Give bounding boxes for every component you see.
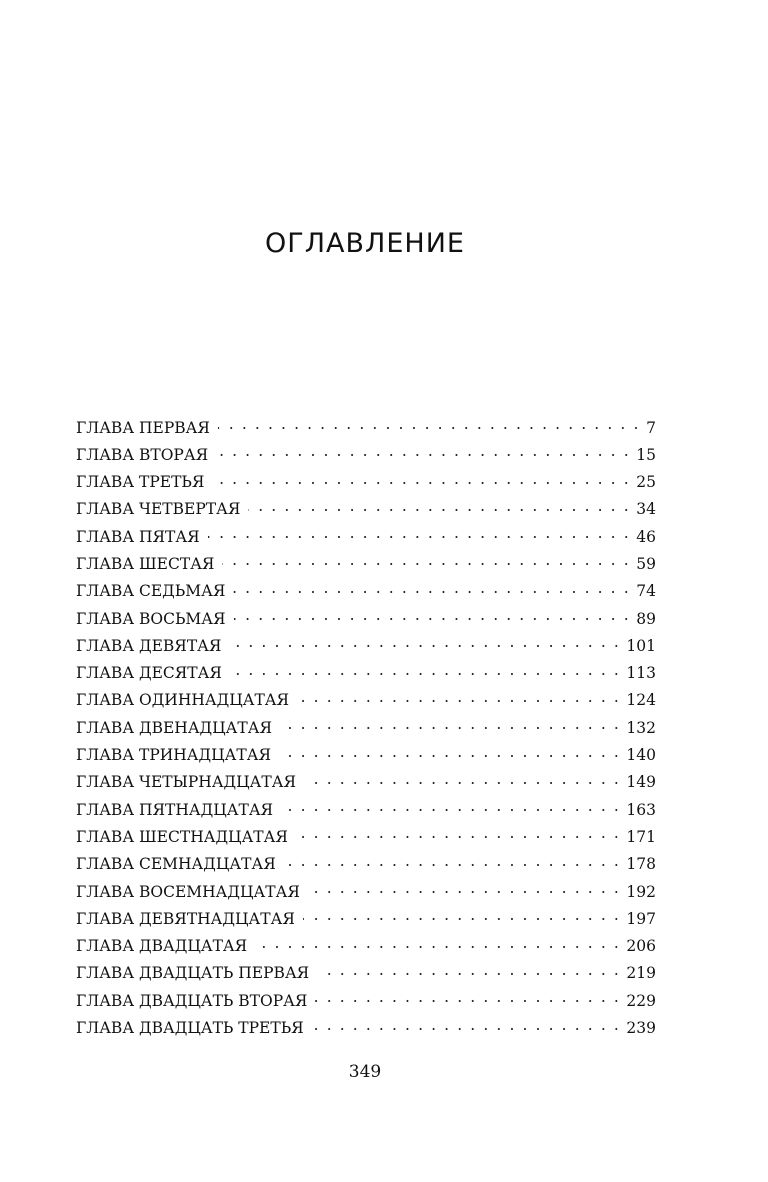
dot-leader [229,635,620,651]
toc-entry-label: ГЛАВА ВОСЬМАЯ [76,609,226,628]
toc-entry [76,963,656,990]
dot-leader [255,936,620,952]
toc-entry-label: ГЛАВА ТРЕТЬЯ [76,473,205,492]
dot-leader [218,417,640,433]
toc-entry-page-number: 197 [626,909,656,928]
toc-entry [76,745,656,772]
dot-leader [234,608,631,624]
toc-entry-page-number: 163 [626,800,656,819]
dot-leader [279,745,620,761]
dot-leader [248,499,630,515]
toc-entry-label: ГЛАВА ШЕСТНАДЦАТАЯ [76,827,288,846]
toc-entry [76,526,656,553]
dot-leader [212,472,630,488]
toc-entry [76,553,656,580]
toc-entry-page-number: 192 [626,882,656,901]
toc-entry [76,990,656,1017]
toc-entry-page-number: 239 [626,1019,656,1038]
toc-entry-label: ГЛАВА ПЯТАЯ [76,527,200,546]
page-number: 349 [348,1062,382,1082]
toc-entry [76,772,656,799]
dot-leader [297,690,620,706]
toc-entry [76,854,656,881]
dot-leader [315,990,620,1006]
toc-entry-label: ГЛАВА ПЯТНАДЦАТАЯ [76,800,274,819]
toc-entry-label: ГЛАВА ДВАДЦАТЬ ТРЕТЬЯ [76,1019,304,1038]
dot-leader [304,772,620,788]
dot-leader [317,963,620,979]
toc-entry-label: ГЛАВА ОДИННАДЦАТАЯ [76,691,290,710]
toc-entry [76,499,656,526]
toc-entry-page-number: 101 [626,636,656,655]
toc-entry [76,799,656,826]
toc-entry-page-number: 171 [626,827,656,846]
toc-entry-label: ГЛАВА ВОСЕМНАДЦАТАЯ [76,882,300,901]
table-of-contents [76,417,656,1045]
toc-entry-page-number: 219 [626,964,656,983]
toc-entry-label: ГЛАВА ДВАДЦАТАЯ [76,937,248,956]
toc-entry [76,936,656,963]
dot-leader [308,881,621,897]
toc-entry-page-number: 15 [636,445,656,464]
toc-entry-page-number: 89 [636,609,656,628]
page-title: ОГЛАВЛЕНИЕ [265,228,465,259]
toc-entry [76,1018,656,1045]
toc-entry [76,417,656,444]
toc-entry-page-number: 7 [646,418,656,437]
toc-entry-page-number: 113 [626,664,656,683]
toc-entry [76,663,656,690]
toc-entry [76,472,656,499]
toc-entry-page-number: 140 [626,746,656,765]
toc-entry-label: ГЛАВА ДЕСЯТАЯ [76,664,222,683]
toc-entry-label: ГЛАВА ВТОРАЯ [76,445,209,464]
toc-entry [76,908,656,935]
toc-entry-label: ГЛАВА ЧЕТВЕРТАЯ [76,500,241,519]
toc-entry [76,717,656,744]
toc-entry-page-number: 206 [626,937,656,956]
toc-entry-label: ГЛАВА ДЕВЯТАЯ [76,636,222,655]
dot-leader [208,526,631,542]
dot-leader [312,1018,621,1034]
dot-leader [233,581,630,597]
toc-entry [76,608,656,635]
toc-entry-label: ГЛАВА ШЕСТАЯ [76,554,215,573]
toc-entry-label: ГЛАВА ПЕРВАЯ [76,418,210,437]
dot-leader [281,799,620,815]
dot-leader [230,663,621,679]
toc-entry-label: ГЛАВА ЧЕТЫРНАДЦАТАЯ [76,773,297,792]
toc-entry-page-number: 149 [626,773,656,792]
toc-entry-page-number: 25 [636,473,656,492]
toc-entry-label: ГЛАВА ДВАДЦАТЬ ПЕРВАЯ [76,964,310,983]
toc-entry [76,581,656,608]
toc-entry [76,690,656,717]
toc-entry-page-number: 229 [626,991,656,1010]
toc-entry-page-number: 59 [636,554,656,573]
dot-leader [216,444,630,460]
dot-leader [303,908,621,924]
toc-entry-page-number: 46 [636,527,656,546]
toc-entry-label: ГЛАВА ДЕВЯТНАДЦАТАЯ [76,909,295,928]
toc-entry-page-number: 124 [626,691,656,710]
toc-entry-label: ГЛАВА ТРИНАДЦАТАЯ [76,746,271,765]
toc-entry-page-number: 34 [636,500,656,519]
dot-leader [280,717,620,733]
dot-leader [284,854,621,870]
toc-entry-page-number: 178 [626,855,656,874]
toc-entry-page-number: 132 [626,718,656,737]
toc-entry [76,826,656,853]
toc-entry-page-number: 74 [636,582,656,601]
dot-leader [222,553,630,569]
toc-entry-label: ГЛАВА ДВЕНАДЦАТАЯ [76,718,273,737]
toc-entry [76,635,656,662]
toc-entry [76,881,656,908]
dot-leader [296,826,621,842]
toc-entry-label: ГЛАВА ДВАДЦАТЬ ВТОРАЯ [76,991,308,1010]
toc-entry-label: ГЛАВА СЕМНАДЦАТАЯ [76,855,276,874]
toc-entry [76,444,656,471]
toc-entry-label: ГЛАВА СЕДЬМАЯ [76,582,226,601]
